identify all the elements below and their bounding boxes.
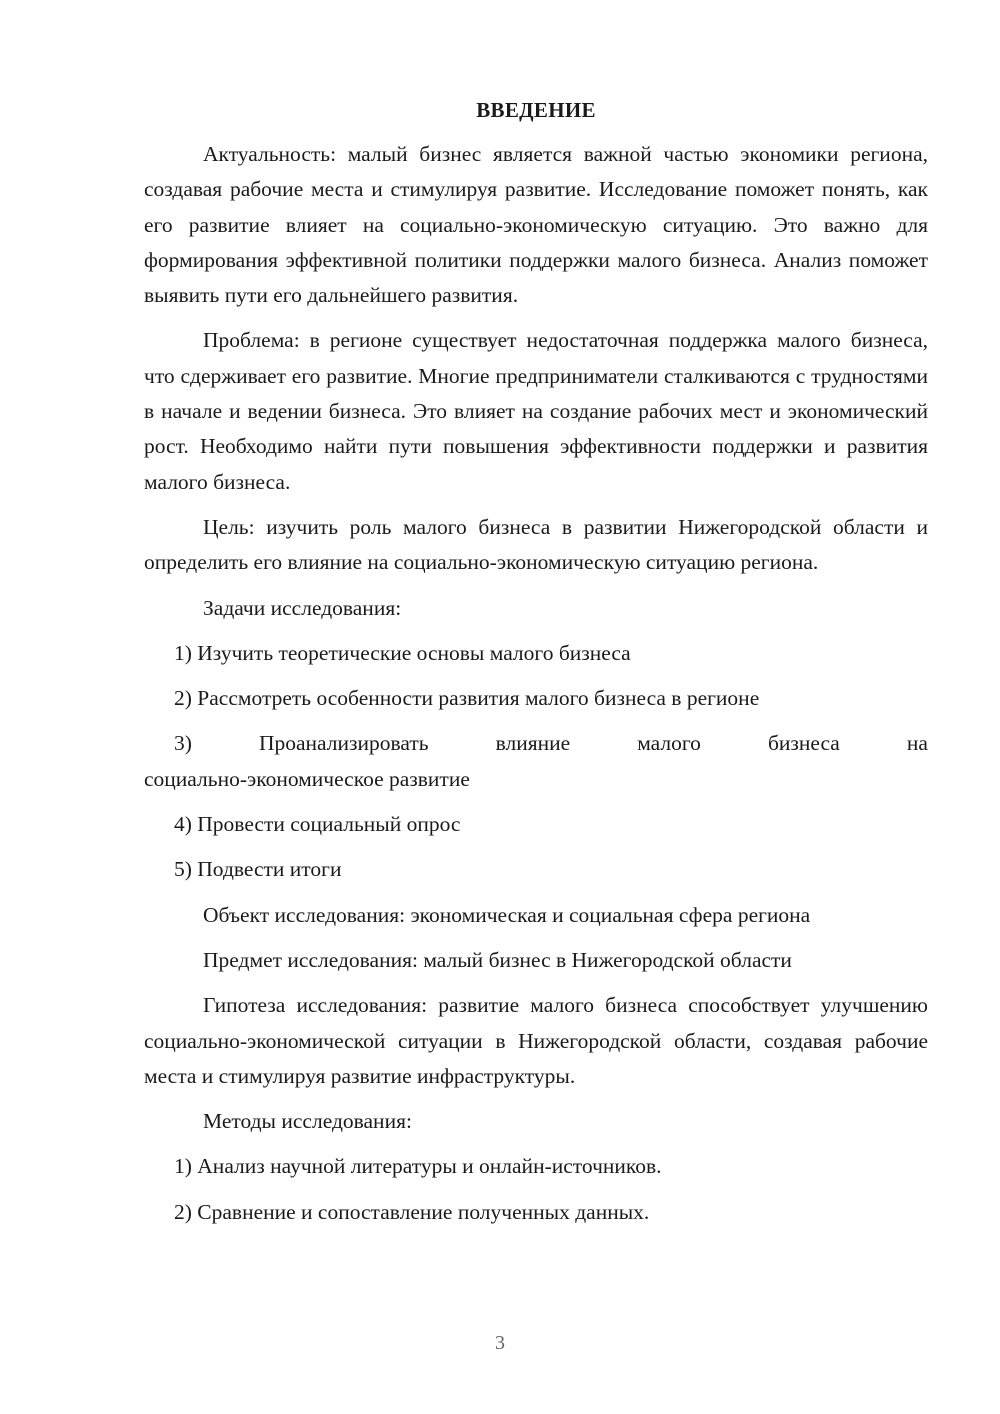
relevance-paragraph: Актуальность: малый бизнес является важной частью экономики региона, создавая рабочие места и стимулируя развитие. Исследование поможет понять, как его развитие влияет на социально-экономическую ситуацию. Это важно для формирования эффективной политики поддержки малого бизнеса. Анализ поможет выявить пути его дальнейшего развития. (144, 142, 928, 308)
task-item: 2) Рассмотреть особенности развития малого бизнеса в регионе (174, 686, 760, 711)
task-word: влияние (495, 731, 571, 756)
task-word: Проанализировать (258, 731, 429, 756)
task-item: 1) Изучить теоретические основы малого бизнеса (174, 640, 631, 665)
problem-paragraph: Проблема: в регионе существует недостаточная поддержка малого бизнеса, что сдерживает его развитие. Многие предприниматели сталкиваются с трудностями в начале и ведении бизнеса. Это влияет на создание рабочих мест и экономический рост. Необходимо найти пути повышения эффективности поддержки и развития малого бизнеса. (144, 328, 928, 494)
hypothesis-paragraph: Гипотеза исследования: развитие малого бизнеса способствует улучшению социально-экономической ситуации в Нижегородской области, создавая рабочие места и стимулируя развитие инфраструктуры. (144, 993, 928, 1088)
method-item: 1) Анализ научной литературы и онлайн-источников. (174, 1154, 662, 1179)
task-item: 4) Провести социальный опрос (174, 812, 461, 837)
task-item: 5) Подвести итоги (174, 857, 342, 882)
task-word: 3) (174, 731, 192, 756)
task-item-3-line (144, 726, 928, 761)
task-item-3-continuation: социально-экономическое развитие (144, 766, 470, 791)
page-title: ВВЕДЕНИЕ (476, 98, 596, 122)
object-paragraph: Объект исследования: экономическая и социальная сфера региона (203, 902, 811, 927)
task-word: бизнеса (767, 731, 840, 756)
tasks-heading: Задачи исследования: (203, 595, 402, 620)
method-item: 2) Сравнение и сопоставление полученных данных. (174, 1199, 650, 1224)
goal-paragraph: Цель: изучить роль малого бизнеса в развитии Нижегородской области и определить его влияние на социально-экономическую ситуацию региона. (144, 514, 928, 575)
task-word: малого (637, 731, 701, 756)
task-word: на (906, 731, 928, 756)
task-item-3 (144, 726, 928, 797)
methods-heading: Методы исследования: (203, 1109, 412, 1134)
page-number: 3 (495, 1332, 505, 1354)
subject-paragraph: Предмет исследования: малый бизнес в Нижегородской области (203, 947, 792, 972)
